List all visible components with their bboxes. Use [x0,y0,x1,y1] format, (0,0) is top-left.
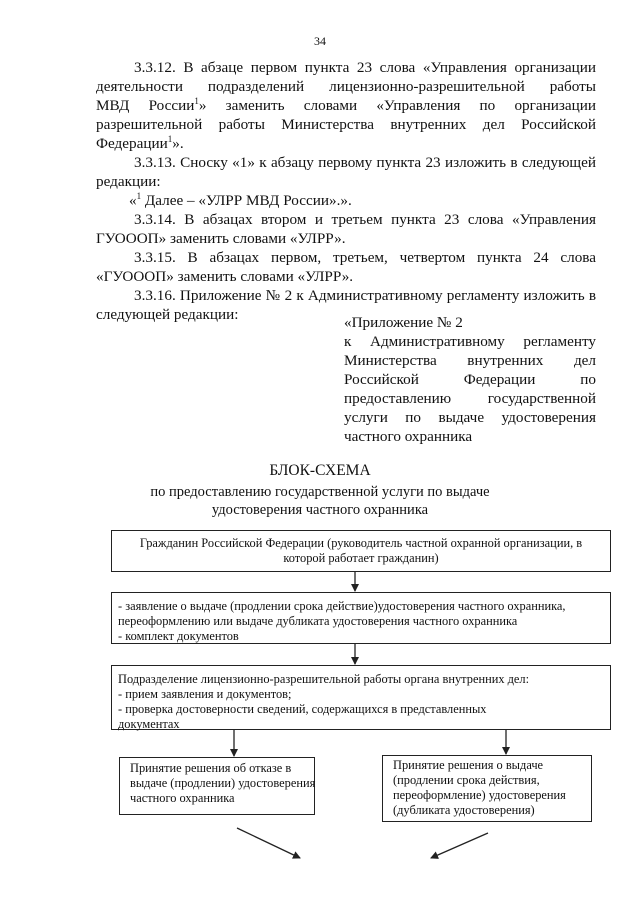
box-text-line: (дубликата удостоверения) [393,803,535,817]
footnote-marker: 1 [136,191,142,201]
box-text-line: Подразделение лицензионно-разрешительной работы органа внутренних дел: [118,672,530,686]
box-text-line: частного охранника [130,791,235,805]
box-text-line: переоформление) удостоверения [393,788,566,802]
arrow-issue-down [431,833,488,858]
box-text-line: Гражданин Российской Федерации (руководитель частной охранной организации, в [139,536,583,550]
footnote-line: «$^1$ Далее – «УЛРР МВД России».». [129,191,352,209]
text-line: деятельности подразделений лицензионно-разрешительной работы [96,78,596,95]
text-line: 3.3.16. Приложение № 2 к Административному регламенту изложить в [134,287,596,304]
box-text-line: документах [118,717,180,731]
scheme-subtitle-line: по предоставлению государственной услуги по выдаче [150,484,490,500]
text-line: «ГУОООП» заменить словами «УЛРР». [96,268,354,285]
arrow-refusal-down [237,828,300,858]
box-text-line: выдаче (продлении) удостоверения [130,776,316,790]
box-text-line: - комплект документов [118,629,239,643]
appendix-line: к Административному регламенту [344,333,596,350]
text-line: МВД России$^1$» заменить словами «Управления по организации [96,96,596,114]
text-line: разрешительной работы Министерства внутренних дел Российской [96,116,596,133]
page-number: 34 [314,34,326,48]
box-text-line: Принятие решения об отказе в [130,761,292,775]
appendix-line: «Приложение № 2 [344,314,463,331]
scheme-subtitle-line: удостоверения частного охранника [211,502,429,518]
appendix-header [344,313,596,446]
text-line: 3.3.13. Сноску «1» к абзацу первому пункта 23 изложить в следующей [134,154,596,171]
appendix-line: частного охранника [344,428,473,445]
appendix-line: Российской Федерации по [344,371,596,388]
appendix-line: предоставлению государственной [344,390,596,407]
flow-box-licensing-unit [111,665,611,730]
box-text-line: Принятие решения о выдаче [393,758,544,772]
box-text-line: - проверка достоверности сведений, содержащихся в представленных [118,702,487,716]
scheme-title: БЛОК-СХЕМА [269,462,371,479]
box-text-line: переоформлению или выдаче дубликата удостоверения частного охранника [118,614,518,628]
footnote-marker: 1 [167,134,173,144]
footnote-marker: 1 [194,96,199,106]
scheme-subtitle [130,483,510,519]
flow-box-issue-decision [382,755,592,822]
appendix-line: услуги по выдаче удостоверения [344,409,596,426]
flow-box-applicant [111,530,611,572]
text-line: ГУОООП» заменить словами «УЛРР». [96,230,346,247]
flow-box-refusal-decision [119,757,315,815]
text-line: 3.3.14. В абзацах втором и третьем пункта 23 слова «Управления [134,211,596,228]
text-line: редакции: [96,173,161,190]
flow-box-application [111,592,611,644]
text-line: следующей редакции: [96,306,239,323]
appendix-line: Министерства внутренних дел [344,352,596,369]
text-line: 3.3.12. В абзаце первом пункта 23 слова «Управления организации [134,59,596,76]
text-line: 3.3.15. В абзацах первом, третьем, четвертом пункта 24 слова [134,249,596,266]
box-text-line: - заявление о выдаче (продлении срока действие)удостоверения частного охранника, [118,599,566,613]
text-line: Федерации$^1$». [96,134,184,152]
box-text-line: - прием заявления и документов; [118,687,292,701]
box-text-line: которой работает гражданин) [283,551,439,565]
box-text-line: (продлении срока действия, [393,773,540,787]
